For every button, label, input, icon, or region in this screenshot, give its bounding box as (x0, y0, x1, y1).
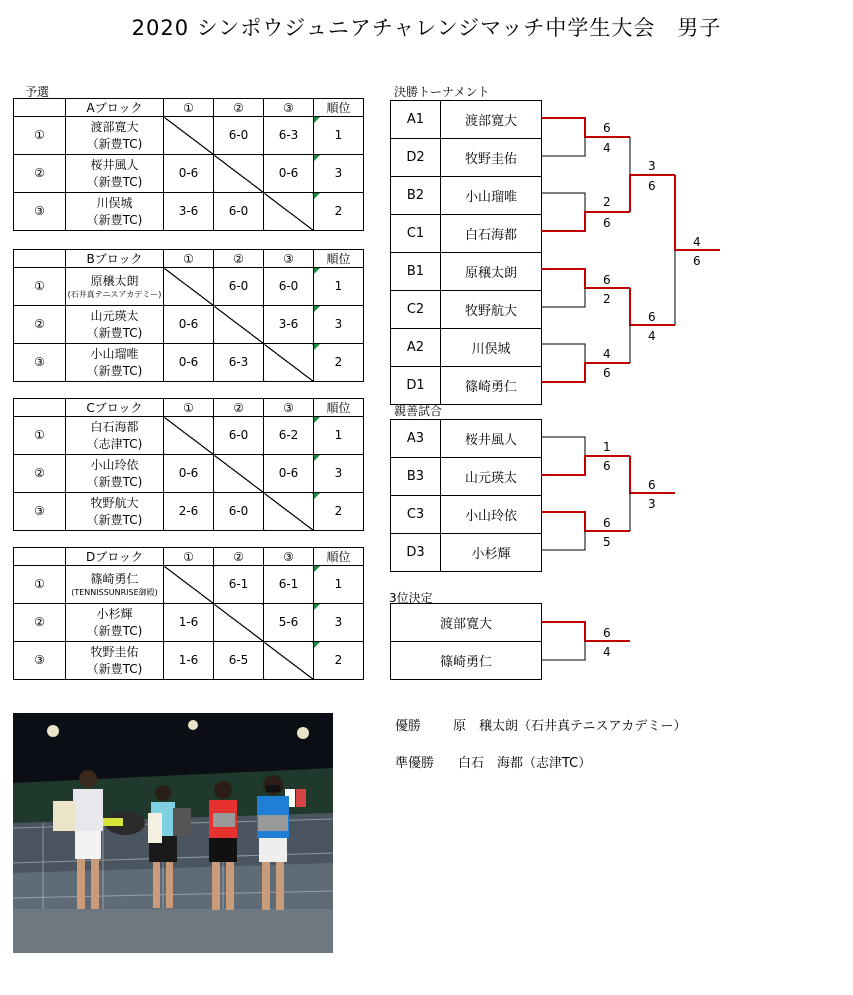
score: 4 (603, 141, 611, 155)
seed-label: B1 (391, 253, 441, 291)
match-score: 0-6 (164, 155, 214, 193)
score: 6 (693, 254, 701, 268)
bracket-player: 小山玲依 (441, 496, 542, 534)
score: 4 (603, 347, 611, 361)
team-photo (13, 713, 333, 953)
bracket-line (541, 344, 585, 363)
player-rank: 1 (314, 566, 364, 604)
score: 6 (603, 121, 611, 135)
player-name: 小山瑠唯 (90, 346, 139, 361)
player-rank: 1 (314, 268, 364, 306)
score: 6 (603, 273, 611, 287)
score: 6 (603, 459, 611, 473)
score: 3 (648, 159, 656, 173)
player-number: ① (14, 117, 66, 155)
bracket-line (541, 512, 630, 531)
player-name: 渡部寛大 (90, 119, 139, 134)
match-score: 6-0 (214, 117, 264, 155)
round-header: ① (164, 99, 214, 117)
bracket-player: 牧野航大 (441, 291, 542, 329)
player-club: （新豊TC) (86, 174, 143, 189)
player-club: （新豊TC) (86, 661, 143, 676)
seed-label: C3 (391, 496, 441, 534)
score: 4 (648, 329, 656, 343)
bracket-line (541, 137, 585, 156)
player-name: 篠崎勇仁 (90, 572, 139, 586)
score: 4 (693, 235, 701, 249)
score: 6 (603, 216, 611, 230)
round-header: ③ (264, 99, 314, 117)
prelim-label: 予選 (25, 85, 50, 99)
round-header: ② (214, 399, 264, 417)
final-label: 決勝トーナメント (394, 85, 490, 99)
player-name: 小杉輝 (96, 606, 133, 621)
page-title: 2020 シンポウジュニアチャレンジマッチ中学生大会 男子 (131, 16, 722, 40)
score: 6 (648, 179, 656, 193)
bracket-player: 小杉輝 (441, 534, 542, 572)
player-rank: 2 (314, 193, 364, 231)
seed-label: D3 (391, 534, 441, 572)
match-score: 0-6 (164, 344, 214, 382)
bracket-line (541, 437, 585, 456)
match-score: 6-3 (214, 344, 264, 382)
player-number: ② (14, 306, 66, 344)
seed-label: C2 (391, 291, 441, 329)
player-rank: 1 (314, 117, 364, 155)
player-name: 白石海都 (90, 419, 139, 434)
seed-label: B2 (391, 177, 441, 215)
score: 6 (648, 310, 656, 324)
match-score: 6-1 (264, 566, 314, 604)
player-club: （新豊TC) (86, 136, 143, 151)
bracket-line (541, 363, 630, 382)
player-name: 小山玲依 (90, 457, 139, 472)
match-score: 1-6 (164, 604, 214, 642)
match-score: 0-6 (164, 455, 214, 493)
score: 5 (603, 535, 611, 549)
bracket-line (541, 622, 630, 641)
match-score: 1-6 (164, 642, 214, 680)
player-rank: 3 (314, 155, 364, 193)
group-name: Cブロック (66, 399, 164, 417)
match-score: 6-0 (214, 193, 264, 231)
friendly-label: 親善試合 (394, 404, 443, 418)
seed-label: A2 (391, 329, 441, 367)
player-club: （志津TC) (86, 436, 143, 451)
player-number: ③ (14, 344, 66, 382)
bracket-player: 山元瑛太 (441, 458, 542, 496)
round-header: ① (164, 250, 214, 268)
match-score: 6-0 (214, 417, 264, 455)
rank-header: 順位 (314, 250, 364, 268)
match-score: 0-6 (264, 155, 314, 193)
score: 4 (603, 645, 611, 659)
match-score: 6-5 (214, 642, 264, 680)
third-player-2: 篠崎勇仁 (391, 642, 542, 680)
player-club: （新豊TC) (86, 363, 143, 378)
player-number: ② (14, 155, 66, 193)
group-name: Aブロック (66, 99, 164, 117)
winner-label: 優勝 (395, 719, 422, 734)
match-score: 6-3 (264, 117, 314, 155)
player-club: （新豊TC) (86, 623, 143, 638)
bracket-line (541, 641, 585, 660)
score: 1 (603, 440, 611, 454)
match-score: 3-6 (164, 193, 214, 231)
player-name: 山元瑛太 (90, 308, 139, 323)
player-rank: 2 (314, 344, 364, 382)
match-score: 2-6 (164, 493, 214, 531)
bracket-player: 原穣太朗 (441, 253, 542, 291)
round-header: ② (214, 548, 264, 566)
third-label: 3位決定 (389, 591, 433, 605)
round-header: ① (164, 399, 214, 417)
group-name: Dブロック (66, 548, 164, 566)
match-score: 6-2 (264, 417, 314, 455)
winner-name: 原 穣太朗（石井真テニスアカデミー） (453, 719, 687, 734)
rank-header: 順位 (314, 548, 364, 566)
player-club: （新豊TC) (86, 512, 143, 527)
match-score: 6-0 (264, 268, 314, 306)
bracket-line (541, 118, 630, 137)
player-club: (石井真テニスアカデミー) (67, 290, 162, 299)
player-name: 牧野航大 (90, 495, 139, 510)
player-name: 原穣太朗 (90, 274, 139, 288)
player-club: (TENNISSUNRISE御殿) (71, 588, 158, 597)
player-rank: 3 (314, 306, 364, 344)
player-rank: 2 (314, 493, 364, 531)
round-header: ③ (264, 548, 314, 566)
match-score: 6-1 (214, 566, 264, 604)
player-number: ① (14, 417, 66, 455)
round-header: ① (164, 548, 214, 566)
bracket-player: 白石海都 (441, 215, 542, 253)
player-number: ② (14, 604, 66, 642)
match-score: 0-6 (164, 306, 214, 344)
player-rank: 2 (314, 642, 364, 680)
runner-up-label: 準優勝 (395, 756, 435, 771)
player-number: ③ (14, 493, 66, 531)
bracket-player: 小山瑠唯 (441, 177, 542, 215)
bracket-player: 桜井風人 (441, 420, 542, 458)
bracket-player: 篠崎勇仁 (441, 367, 542, 405)
player-rank: 3 (314, 604, 364, 642)
player-club: （新豊TC) (86, 212, 143, 227)
match-score: 3-6 (264, 306, 314, 344)
bracket-player: 川俣城 (441, 329, 542, 367)
seed-label: D2 (391, 139, 441, 177)
player-name: 桜井風人 (90, 157, 139, 172)
round-header: ③ (264, 250, 314, 268)
player-number: ① (14, 268, 66, 306)
score: 2 (603, 195, 611, 209)
group-name: Bブロック (66, 250, 164, 268)
seed-label: A1 (391, 101, 441, 139)
bracket-line (541, 288, 585, 307)
rank-header: 順位 (314, 399, 364, 417)
round-header: ② (214, 250, 264, 268)
player-name: 牧野圭佑 (90, 644, 139, 659)
seed-label: B3 (391, 458, 441, 496)
player-number: ③ (14, 642, 66, 680)
player-number: ③ (14, 193, 66, 231)
score: 6 (603, 626, 611, 640)
player-club: （新豊TC) (86, 474, 143, 489)
match-score: 6-0 (214, 493, 264, 531)
third-player-1: 渡部寛大 (391, 604, 542, 642)
player-number: ① (14, 566, 66, 604)
match-score: 5-6 (264, 604, 314, 642)
score: 6 (603, 366, 611, 380)
bracket-player: 牧野圭佑 (441, 139, 542, 177)
bracket-player: 渡部寛大 (441, 101, 542, 139)
round-header: ③ (264, 399, 314, 417)
player-rank: 1 (314, 417, 364, 455)
bracket-line (541, 269, 630, 288)
match-score: 0-6 (264, 455, 314, 493)
seed-label: A3 (391, 420, 441, 458)
seed-label: D1 (391, 367, 441, 405)
bracket-line (541, 193, 585, 212)
player-name: 川俣城 (96, 195, 133, 210)
bracket-line (541, 531, 585, 550)
bracket-line (541, 212, 630, 231)
runner-up-name: 白石 海都（志津TC） (458, 756, 592, 771)
rank-header: 順位 (314, 99, 364, 117)
score: 3 (648, 497, 656, 511)
seed-label: C1 (391, 215, 441, 253)
player-rank: 3 (314, 455, 364, 493)
match-score: 6-0 (214, 268, 264, 306)
player-club: （新豊TC) (86, 325, 143, 340)
player-number: ② (14, 455, 66, 493)
score: 6 (603, 516, 611, 530)
score: 6 (648, 478, 656, 492)
score: 2 (603, 292, 611, 306)
round-header: ② (214, 99, 264, 117)
bracket-line (541, 456, 630, 475)
